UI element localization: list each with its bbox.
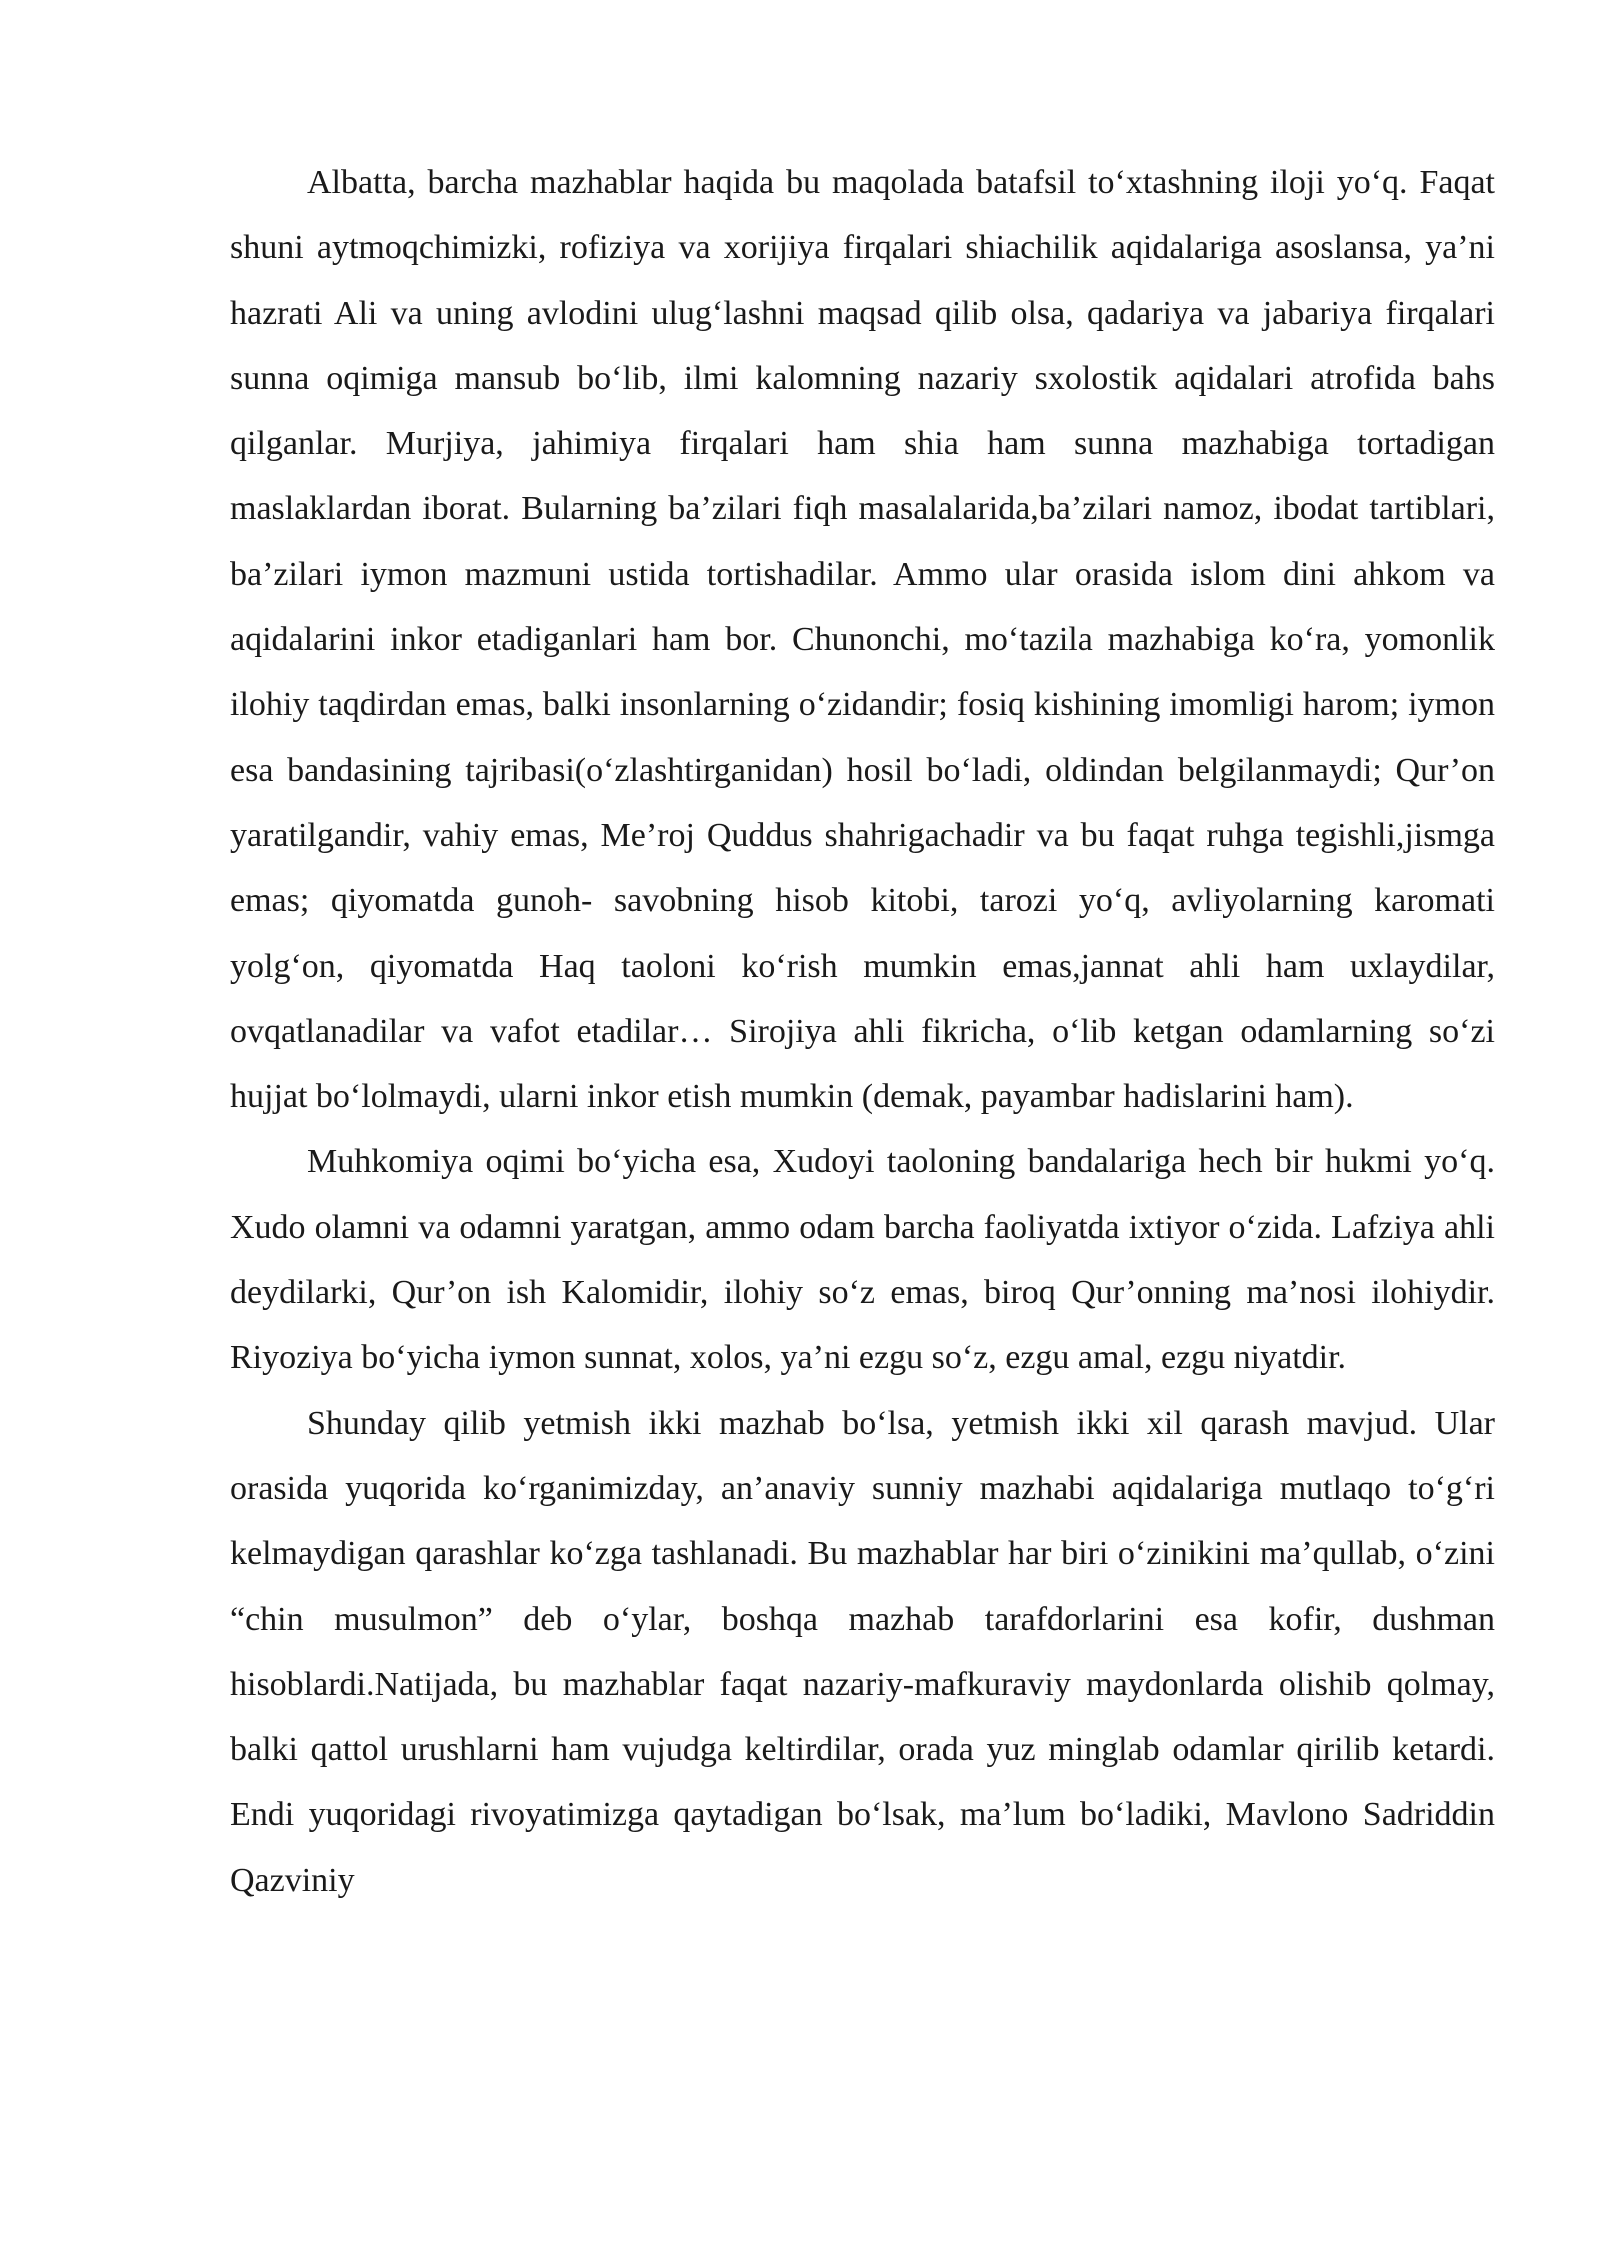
paragraph-mazhablar-overview: Albatta, barcha mazhablar haqida bu maqolada batafsil to‘xtashning iloji yo‘q. Faqat shuni aytmoqchimizki, rofiziya va xorijiya firqalari shiachilik aqidalariga asoslansa, ya’ni hazrati Ali va uning avlodini ulug‘lashni maqsad qilib olsa, qadariya va jabariya firqalari sunna oqimiga mansub bo‘lib, ilmi kalomning nazariy sxolostik aqidalari atrofida bahs qilganlar. Murjiya, jahimiya firqalari ham shia ham sunna mazhabiga tortadigan maslaklardan iborat. Bularning ba’zilari fiqh masalalarida,ba’zilari namoz, ibodat tartiblari, ba’zilari iymon mazmuni ustida tortishadilar. Ammo ular orasida islom dini ahkom va aqidalarini inkor etadiganlari ham bor. Chunonchi, mo‘tazila mazhabiga ko‘ra, yomonlik ilohiy taqdirdan emas, balki insonlarning o‘zidandir; fosiq kishining imomligi harom; iymon esa bandasining tajribasi(o‘zlashtirganidan) hosil bo‘ladi, oldindan belgilanmaydi; Qur’on yaratilgandir, vahiy emas, Me’roj Quddus shahrigachadir va bu faqat ruhga tegishli,jismga emas; qiyomatda gunoh- savobning hisob kitobi, tarozi yo‘q, avliyolarning karomati yolg‘on, qiyomatda Haq taoloni ko‘rish mumkin emas,jannat ahli ham uxlaydilar, ovqatlanadilar va vafot etadilar… Sirojiya ahli fikricha, o‘lib ketgan odamlarning so‘zi hujjat bo‘lolmaydi, ularni inkor etish mumkin (demak, payambar hadislarini ham). <box>230 164 1495 1116</box>
paragraph-muhkomiya: Muhkomiya oqimi bo‘yicha esa, Xudoyi taoloning bandalariga hech bir hukmi yo‘q. Xudo olamni va odamni yaratgan, ammo odam barcha faoliyatda ixtiyor o‘zida. Lafziya ahli deydilarki, Qur’on ish Kalomidir, ilohiy so‘z emas, biroq Qur’onning ma’nosi ilohiydir. Riyoziya bo‘yicha iymon sunnat, xolos, ya’ni ezgu so‘z, ezgu amal, ezgu niyatdir. <box>230 1143 1495 1377</box>
document-body <box>230 150 1495 1913</box>
paragraph-yetmish-ikki-mazhab: Shunday qilib yetmish ikki mazhab bo‘lsa, yetmish ikki xil qarash mavjud. Ular orasida yuqorida ko‘rganimizday, an’anaviy sunniy mazhabi aqidalariga mutlaqo to‘g‘ri kelmaydigan qarashlar ko‘zga tashlanadi. Bu mazhablar har biri o‘zinikini ma’qullab, o‘zini “chin musulmon” deb o‘ylar, boshqa mazhab tarafdorlarini esa kofir, dushman hisoblardi.Natijada, bu mazhablar faqat nazariy-mafkuraviy maydonlarda olishib qolmay, balki qattol urushlarni ham vujudga keltirdilar, orada yuz minglab odamlar qirilib ketardi. Endi yuqoridagi rivoyatimizga qaytadigan bo‘lsak, ma’lum bo‘ladiki, Mavlono Sadriddin Qazviniy <box>230 1404 1495 1899</box>
